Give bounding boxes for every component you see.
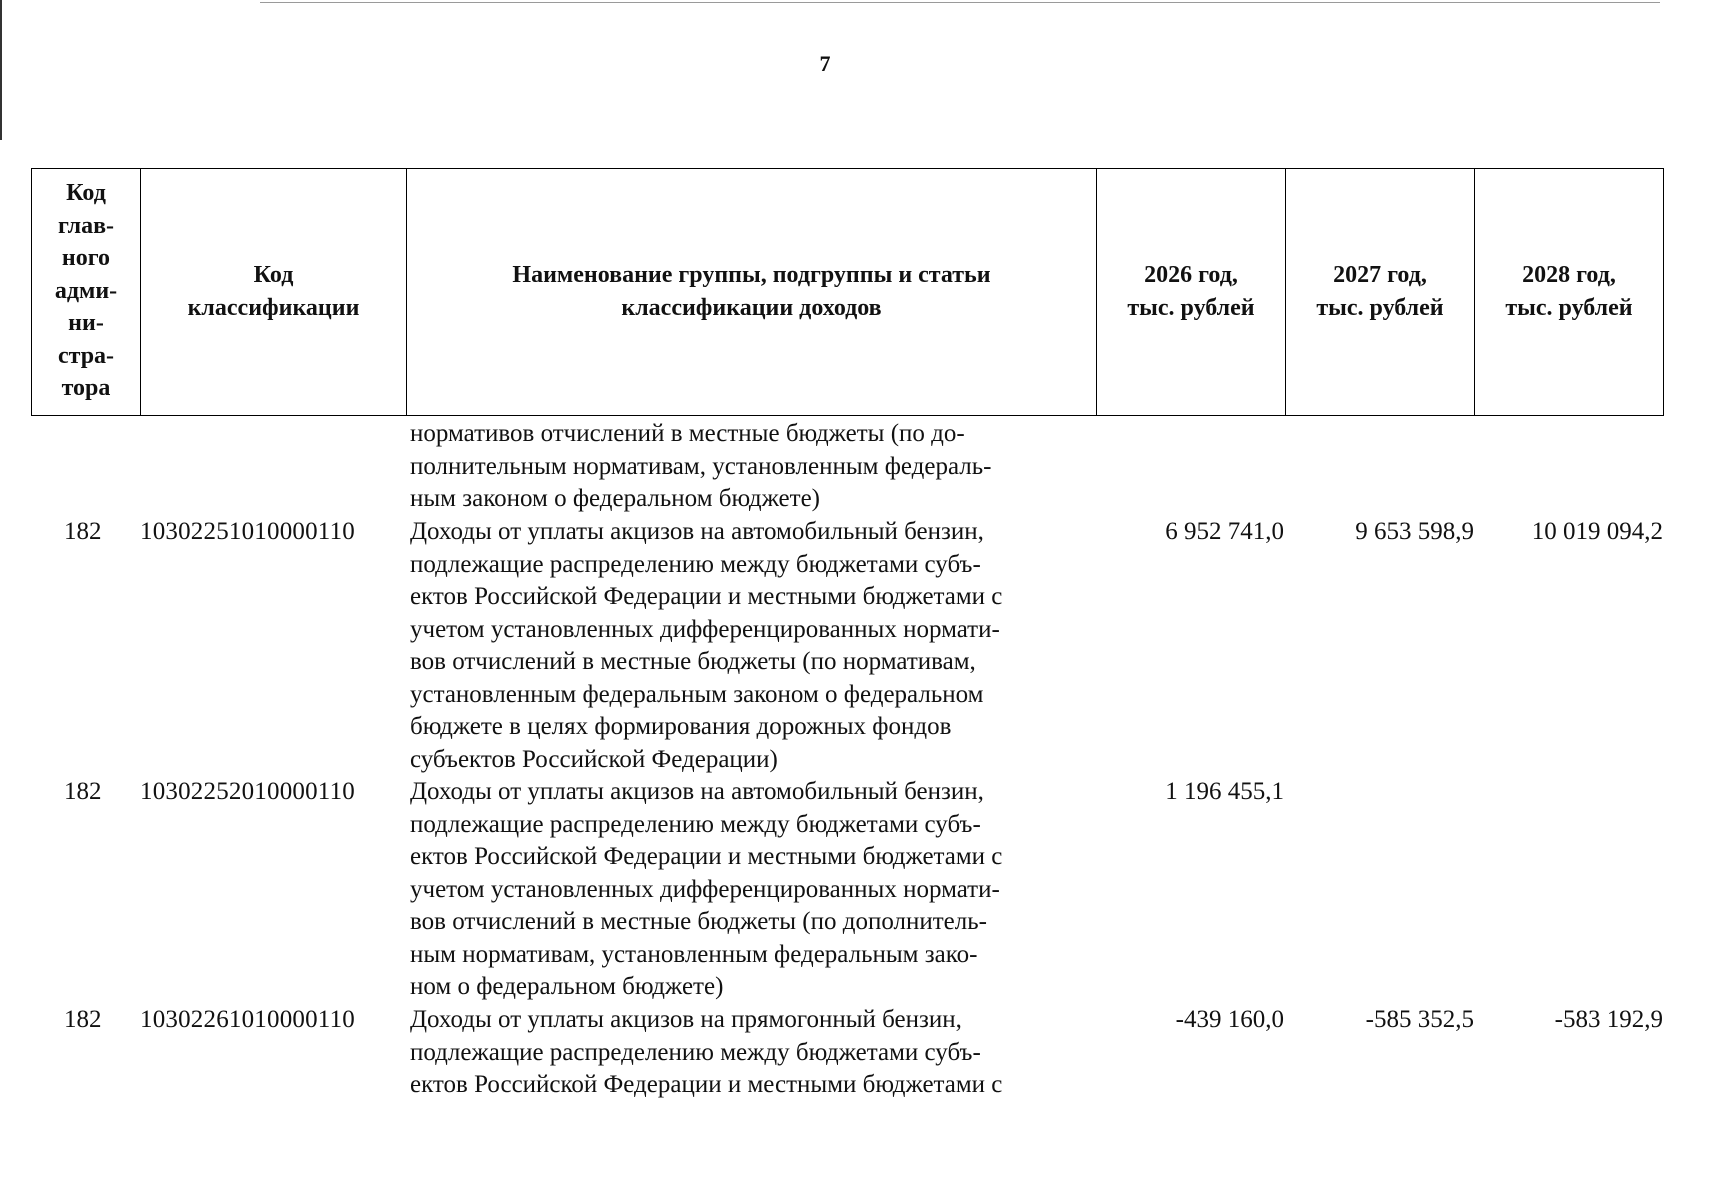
value-2027-cell: -585 352,5 (1365, 1006, 1474, 1033)
continuation-text: нормативов отчислений в местные бюджеты (по до- полнительным нормативам, установленным федераль- ным законом о федеральном бюджете) (410, 420, 992, 512)
scan-edge-top (260, 2, 1660, 3)
income-name-cell: Доходы от уплаты акцизов на автомобильный бензин, подлежащие распределению между бюджетами субъ- ектов Российской Федерации и местными бюджетами с учетом установленных дифференцированных нормати- вов отчислений в местные бюджеты (по дополнитель- ным нормативам, установленным федеральным зако- ном о федеральном бюджете) (410, 778, 1003, 1000)
header-2026: 2026 год, тыс. рублей (1097, 169, 1286, 416)
header-2028: 2028 год, тыс. рублей (1475, 169, 1664, 416)
classification-code-cell: 10302261010000110 (140, 1006, 355, 1033)
table-header (31, 168, 1664, 416)
header-class-code: Код классификации (141, 169, 407, 416)
header-2027: 2027 год, тыс. рублей (1286, 169, 1475, 416)
admin-code-cell: 182 (64, 1006, 102, 1033)
header-name: Наименование группы, подгруппы и статьи классификации доходов (407, 169, 1097, 416)
classification-code-cell: 10302252010000110 (140, 778, 355, 805)
value-2028-cell: -583 192,9 (1554, 1006, 1663, 1033)
classification-code-cell: 10302251010000110 (140, 518, 355, 545)
income-name-cell: Доходы от уплаты акцизов на автомобильный бензин, подлежащие распределению между бюджетами субъ- ектов Российской Федерации и местными бюджетами с учетом установленных дифференцированных нормати- вов отчислений в местные бюджеты (по нормативам, установленным федеральным законом о федеральном бюджете в целях формирования дорожных фондов субъектов Российской Федерации) (410, 518, 1003, 773)
table-header-row (32, 169, 1664, 416)
income-name-cell: Доходы от уплаты акцизов на прямогонный бензин, подлежащие распределению между бюджетами субъ- ектов Российской Федерации и местными бюджетами с (410, 1006, 1003, 1098)
value-2026-cell: 6 952 741,0 (1165, 518, 1284, 545)
header-admin-code: Код глав- ного адми- ни- стра- тора (32, 169, 141, 416)
page-number: 7 (819, 51, 831, 76)
value-2026-cell: -439 160,0 (1175, 1006, 1284, 1033)
admin-code-cell: 182 (64, 778, 102, 805)
value-2027-cell: 9 653 598,9 (1355, 518, 1474, 545)
admin-code-cell: 182 (64, 518, 102, 545)
value-2026-cell: 1 196 455,1 (1165, 778, 1284, 805)
value-2028-cell: 10 019 094,2 (1531, 518, 1663, 545)
